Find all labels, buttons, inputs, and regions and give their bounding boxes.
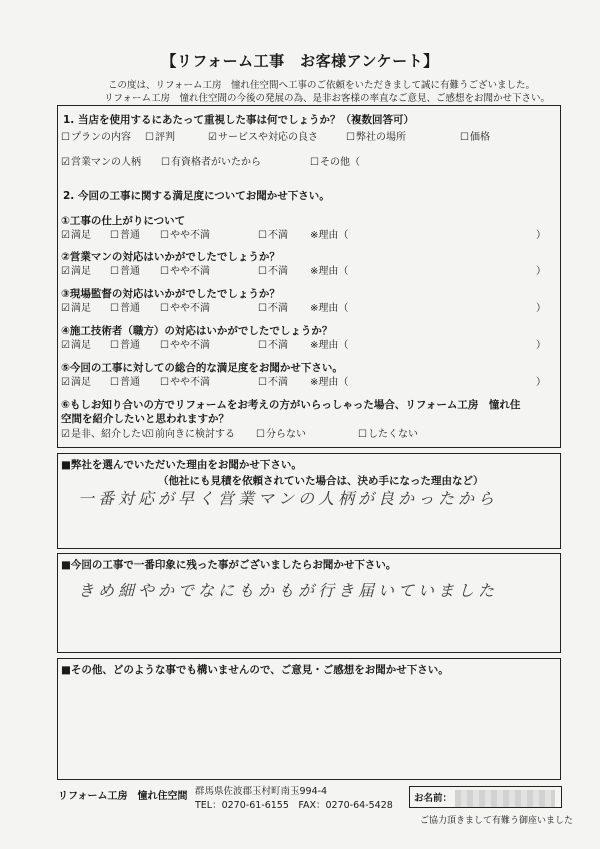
referral-option[interactable]: ☐ 前向きに検討する xyxy=(145,425,235,440)
redacted-name-field[interactable] xyxy=(455,790,555,807)
subq-heading: ⑥もしお知り合いの方でリフォームをお考えの方がいらっしゃった場合、リフォーム工房 憧れ住 xyxy=(61,399,521,411)
impression-box-heading: ■今回の工事で一番印象に残った事がございましたらお聞かせ下さい。 xyxy=(61,559,397,571)
comments-box xyxy=(57,658,561,780)
rating-option[interactable]: ☐ やや不満 xyxy=(160,373,210,388)
subq-heading: ③現場監督の対応はいかがでしたでしょうか？ xyxy=(61,288,280,300)
rating-option[interactable]: ☐ 普通 xyxy=(110,373,140,388)
subq-heading: ④施工技術者（職方）の対応はいかがでしたでしょうか？ xyxy=(61,325,333,337)
reason-close: ） xyxy=(536,230,546,241)
rating-option[interactable]: ☑ 満足 xyxy=(61,299,91,314)
rating-option[interactable]: ☑ 満足 xyxy=(61,226,91,241)
reason-label: ※理由（ xyxy=(310,266,349,277)
q2-heading: 2. 今回の工事に関する満足度についてお聞かせ下さい。 xyxy=(63,190,330,202)
rating-option[interactable]: ☑ 満足 xyxy=(61,262,91,277)
rating-option[interactable]: ☐ 不満 xyxy=(258,226,288,241)
reason-close: ） xyxy=(536,266,546,277)
rating-option[interactable]: ☐ 普通 xyxy=(110,299,140,314)
referral-option[interactable]: ☐ 分らない xyxy=(256,425,306,440)
reason-label: ※理由（ xyxy=(310,303,349,314)
thank-you-note: ご協力頂きまして有難う御座いました xyxy=(420,816,574,826)
subq-heading-cont: 空間を紹介したいと思われますか？ xyxy=(61,413,229,425)
intro-line-1: この度は、リフォーム工房 憧れ住空間へ工事のご依頼をいただきまして誠に有難うございました。 xyxy=(108,80,536,91)
rating-option[interactable]: ☑ 満足 xyxy=(61,336,91,351)
questions-box xyxy=(57,105,561,448)
q1-option[interactable]: ☐ 弊社の場所 xyxy=(346,128,406,143)
page-title: 【リフォーム工事 お客様アンケート】 xyxy=(161,52,439,70)
q1-option[interactable]: ☑ 営業マンの人柄 xyxy=(61,153,141,168)
reason-close: ） xyxy=(536,377,546,388)
q1-option[interactable]: ☐ 有資格者がいたから xyxy=(161,153,261,168)
reason-label: ※理由（ xyxy=(310,340,349,351)
subq-heading: ①工事の仕上がりについて xyxy=(61,215,186,227)
handwritten-answer[interactable]: 一番対応が早く営業マンの人柄が良かったから xyxy=(78,489,499,508)
subq-heading: ②営業マンの対応はいかがでしたでしょうか？ xyxy=(61,251,280,263)
referral-option[interactable]: ☑ 是非、紹介したい xyxy=(61,425,151,440)
impression-box xyxy=(57,553,561,653)
rating-option[interactable]: ☐ 不満 xyxy=(258,262,288,277)
reason-box-heading: ■弊社を選んでいただいた理由をお聞かせ下さい。 xyxy=(61,459,302,471)
q1-option[interactable]: ☐ 価格 xyxy=(460,128,490,143)
reason-box xyxy=(57,453,561,549)
company-phone: TEL：0270-61-6155 FAX：0270-64-5428 xyxy=(195,800,393,811)
comments-box-heading: ■その他、どのような事でも構いませんので、ご意見・ご感想をお聞かせ下さい。 xyxy=(61,664,449,676)
company-address: 群馬県佐波郡玉村町南玉994-4 xyxy=(195,786,328,797)
company-name: リフォーム工房 憧れ住空間 xyxy=(58,791,188,802)
q1-option[interactable]: ☐ 評判 xyxy=(145,128,175,143)
rating-option[interactable]: ☐ やや不満 xyxy=(160,262,210,277)
handwritten-answer[interactable]: きめ細やかでなにもかもが行き届いていました xyxy=(78,581,499,600)
q1-option[interactable]: ☐ プランの内容 xyxy=(61,128,131,143)
referral-option[interactable]: ☐ したくない xyxy=(358,425,418,440)
reason-box-subheading: （他社にも見積を依頼されていた場合は、決め手になった理由など） xyxy=(158,475,484,487)
reason-close: ） xyxy=(536,303,546,314)
intro-line-2: リフォーム工房 憧れ住空間の今後の発展の為、是非お客様の率直なご意見、ご感想をお聞かせ下さい。 xyxy=(104,93,551,104)
reason-label: ※理由（ xyxy=(310,377,349,388)
rating-option[interactable]: ☐ 不満 xyxy=(258,336,288,351)
rating-option[interactable]: ☐ やや不満 xyxy=(160,336,210,351)
q1-option[interactable]: ☑ サービスや対応の良さ xyxy=(208,128,318,143)
name-label: お名前： xyxy=(414,793,453,804)
rating-option[interactable]: ☐ 普通 xyxy=(110,226,140,241)
subq-heading: ⑤今回の工事に対しての総合的な満足度をお聞かせ下さい。 xyxy=(61,362,343,374)
rating-option[interactable]: ☐ やや不満 xyxy=(160,299,210,314)
reason-close: ） xyxy=(536,340,546,351)
q1-option[interactable]: ☐ その他（ xyxy=(310,153,360,168)
reason-label: ※理由（ xyxy=(310,230,349,241)
q1-heading: 1. 当店を使用するにあたって重視した事は何でしょうか？（複数回答可） xyxy=(63,114,414,126)
rating-option[interactable]: ☑ 満足 xyxy=(61,373,91,388)
rating-option[interactable]: ☐ 不満 xyxy=(258,299,288,314)
rating-option[interactable]: ☐ 普通 xyxy=(110,262,140,277)
rating-option[interactable]: ☐ 不満 xyxy=(258,373,288,388)
rating-option[interactable]: ☐ 普通 xyxy=(110,336,140,351)
rating-option[interactable]: ☐ やや不満 xyxy=(160,226,210,241)
